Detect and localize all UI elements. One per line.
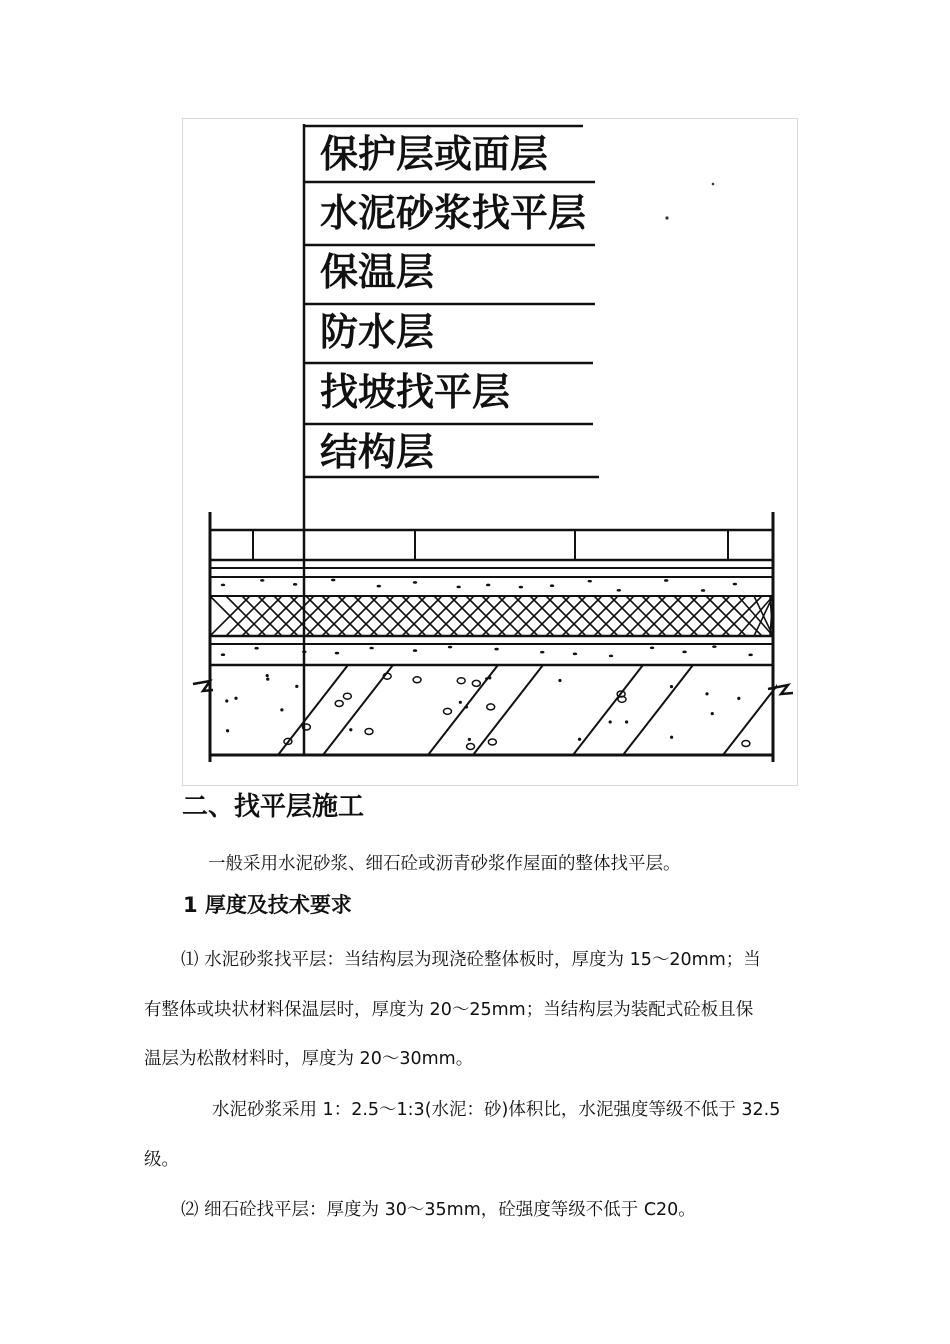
subheading-thickness: 1 厚度及技术要求 [183,893,352,917]
label-structure-layer: 结构层 [320,430,435,474]
section-heading: 二、找平层施工 [182,792,365,822]
label-mortar-leveling-layer: 水泥砂浆找平层 [320,191,587,235]
mix-line2: 级。 [144,1150,179,1170]
label-protection-layer: 保护层或面层 [320,132,549,176]
item1-line2: 有整体或块状材料保温层时，厚度为 20～25mm；当结构层为装配式砼板且保 [144,1000,754,1020]
roof-section-drawing [183,119,799,787]
item2-line: ⑵ 细石砼找平层：厚度为 30～35mm，砼强度等级不低于 C20。 [181,1200,696,1220]
insulation-crosshatch [210,596,773,636]
intro-paragraph: 一般采用水泥砂浆、细石砼或沥青砂浆作屋面的整体找平层。 [208,854,681,874]
item1-line3: 温层为松散材料时，厚度为 20～30mm。 [144,1049,474,1069]
item1-line1: ⑴ 水泥砂浆找平层：当结构层为现浇砼整体板时，厚度为 15～20mm；当 [181,950,761,970]
label-slope-leveling-layer: 找坡找平层 [320,370,511,414]
concrete-slab-hatch [225,665,793,755]
label-waterproof-layer: 防水层 [320,310,435,354]
roof-layer-diagram [182,118,798,786]
label-separators [304,126,599,477]
mix-line1: 水泥砂浆采用 1：2.5～1:3(水泥：砂)体积比，水泥强度等级不低于 32.5 [212,1100,781,1120]
section-layers [193,512,793,762]
label-insulation-layer: 保温层 [320,250,435,294]
